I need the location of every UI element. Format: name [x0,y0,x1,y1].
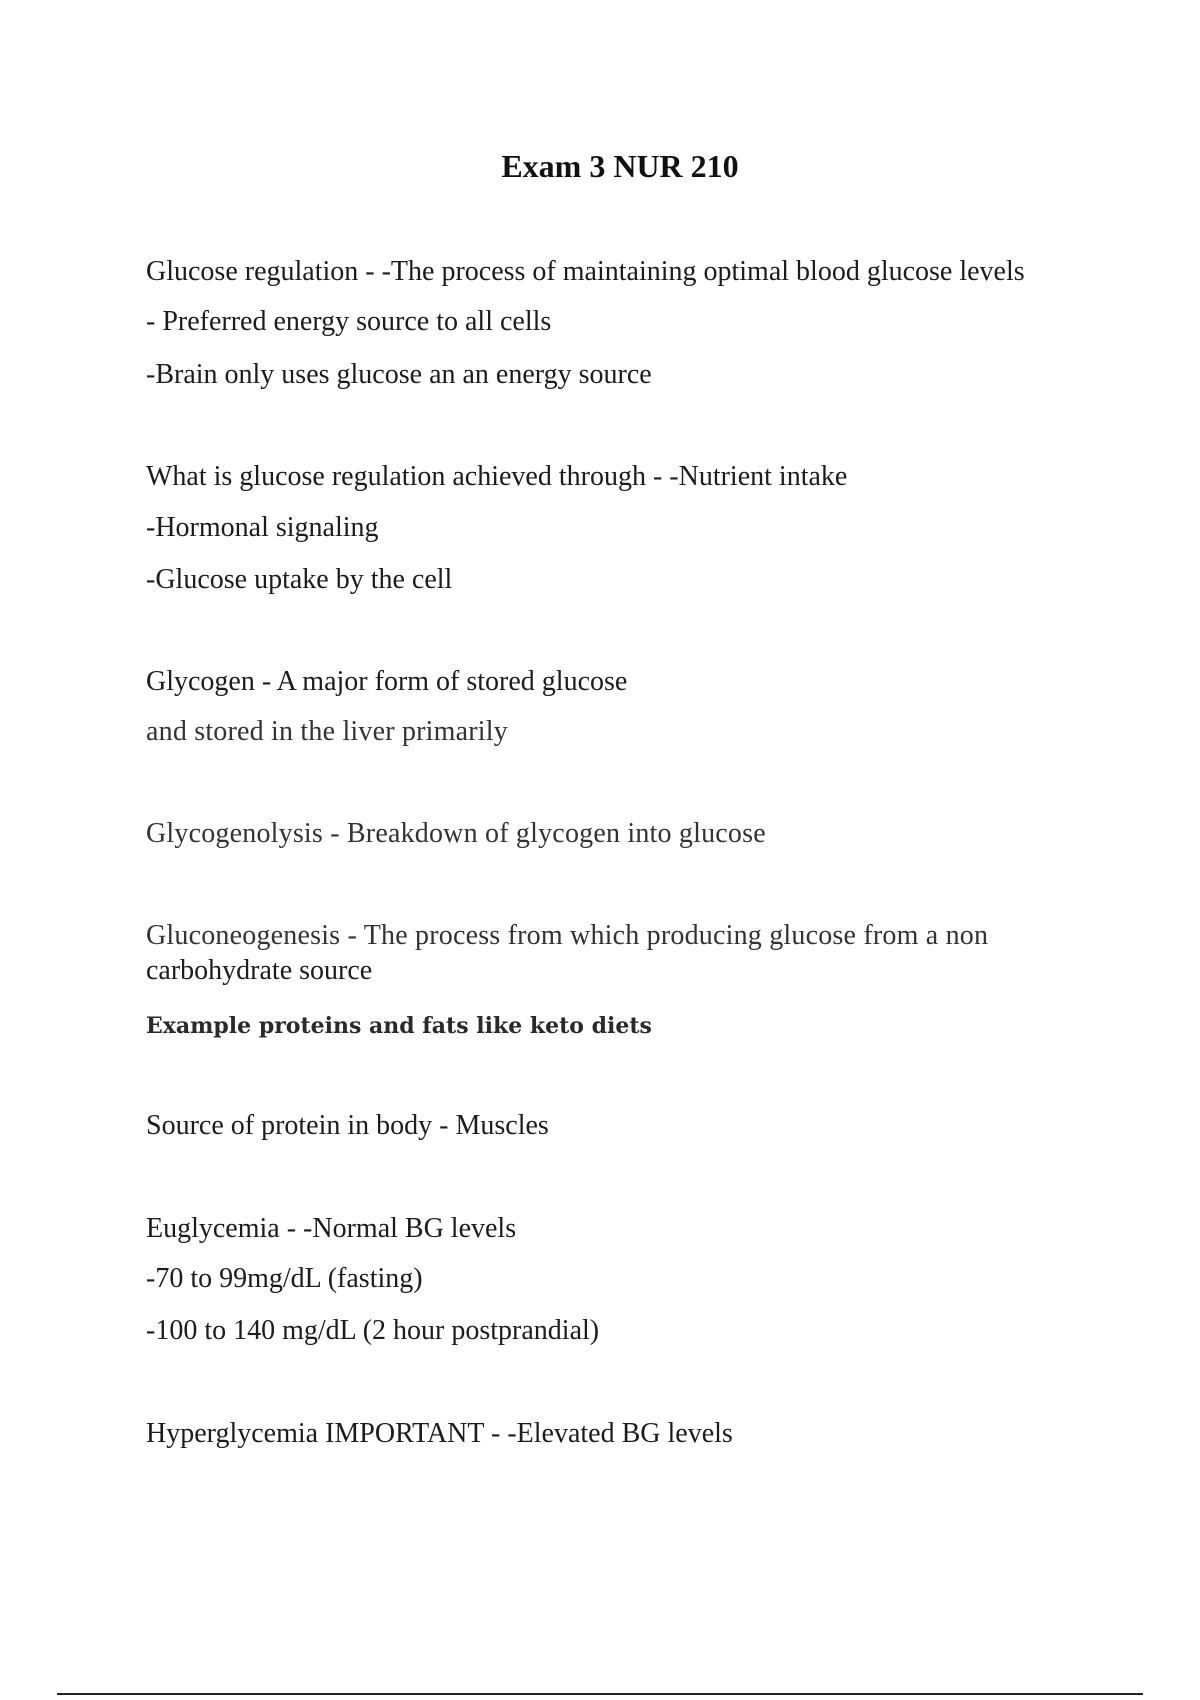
text-line: Example proteins and fats like keto diets [146,1013,652,1039]
text-line: What is glucose regulation achieved through - -Nutrient intake [146,461,848,492]
text-line: Glycogen - A major form of stored glucose [146,666,628,697]
text-line: Glycogenolysis - Breakdown of glycogen into glucose [146,818,766,849]
text-line: -Glucose uptake by the cell [146,564,453,595]
text-line: -100 to 140 mg/dL (2 hour postprandial) [146,1315,600,1346]
page-title: Exam 3 NUR 210 [501,148,739,184]
text-line: - Preferred energy source to all cells [146,306,552,337]
text-line: -Brain only uses glucose an an energy source [146,359,652,390]
text-line: Hyperglycemia IMPORTANT - -Elevated BG levels [146,1418,733,1449]
text-line: Glucose regulation - -The process of maintaining optimal blood glucose levels [146,256,1025,287]
bottom-rule [57,1693,1143,1695]
text-line: Gluconeogenesis - The process from which producing glucose from a non [146,920,989,951]
text-line: and stored in the liver primarily [146,716,508,747]
text-line: -Hormonal signaling [146,512,379,543]
text-line: Source of protein in body - Muscles [146,1110,549,1141]
text-line: carbohydrate source [146,955,373,986]
text-line: -70 to 99mg/dL (fasting) [146,1263,423,1294]
text-line: Euglycemia - -Normal BG levels [146,1213,517,1244]
